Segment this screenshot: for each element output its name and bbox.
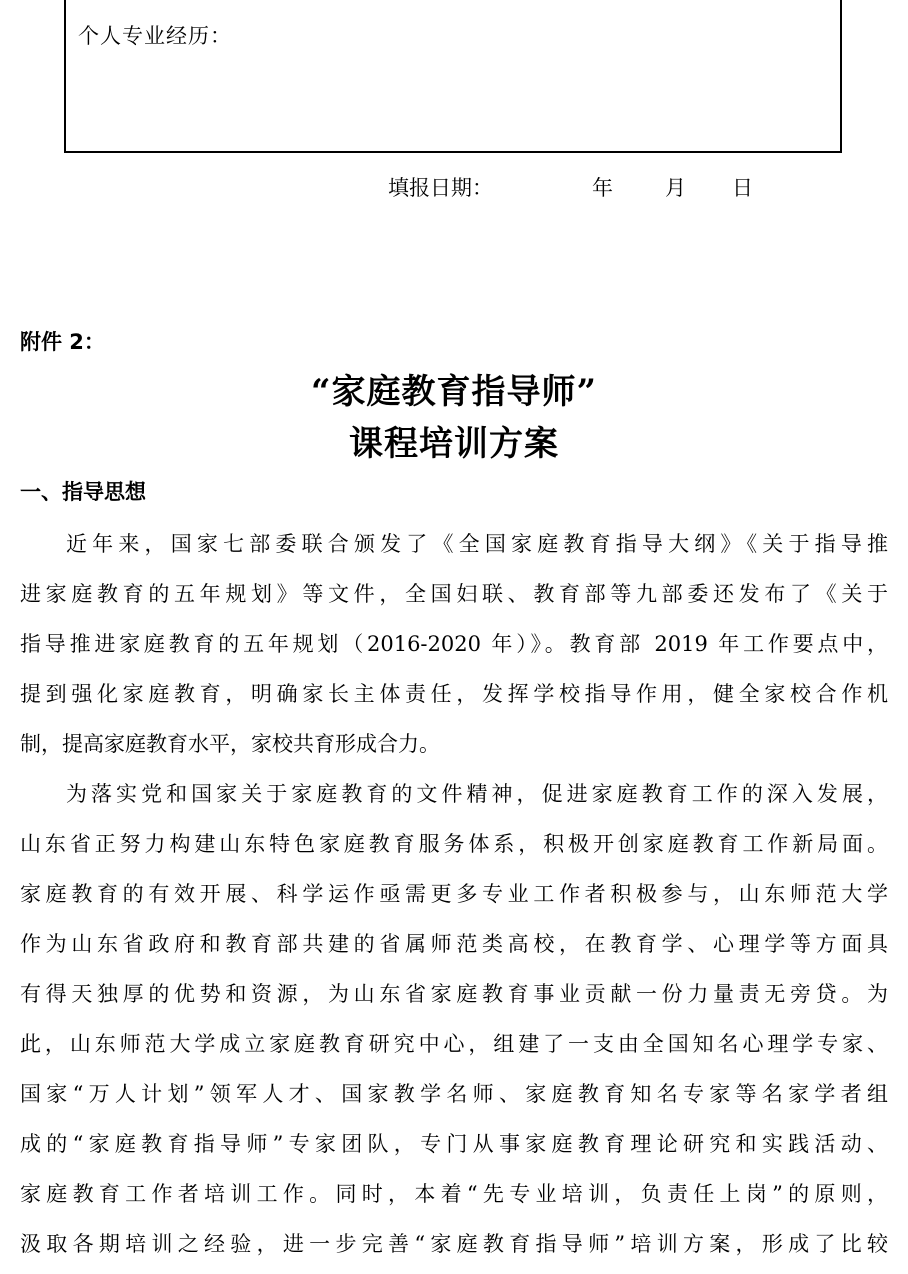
paragraph-line: 近年来，国家七部委联合颁发了《全国家庭教育指导大纲》《关于指导推	[66, 532, 888, 556]
title-line-2: 课程培训方案	[349, 424, 559, 464]
paragraph-line: 成的“家庭教育指导师”专家团队，专门从事家庭教育理论研究和实践活动、	[20, 1132, 888, 1156]
paragraph-line: 作为山东省政府和教育部共建的省属师范类高校，在教育学、心理学等方面具	[20, 932, 888, 956]
year-label: 年	[592, 176, 613, 200]
paragraph-line: 国家“万人计划”领军人才、国家教学名师、家庭教育知名专家等名家学者组	[20, 1082, 888, 1106]
experience-label: 个人专业经历：	[78, 24, 232, 48]
paragraph-line: 汲取各期培训之经验，进一步完善“家庭教育指导师”培训方案，形成了比较	[20, 1232, 888, 1256]
title-line-1: “家庭教育指导师”	[310, 372, 598, 412]
paragraph-line: 提到强化家庭教育，明确家长主体责任，发挥学校指导作用，健全家校合作机	[20, 682, 888, 706]
paragraph-line: 家庭教育工作者培训工作。同时，本着“先专业培训，负责任上岗”的原则，	[20, 1182, 888, 1206]
paragraph-line: 此，山东师范大学成立家庭教育研究中心，组建了一支由全国知名心理学专家、	[20, 1032, 888, 1056]
paragraph-line: 家庭教育的有效开展、科学运作亟需更多专业工作者积极参与，山东师范大学	[20, 882, 888, 906]
paragraph-line: 山东省正努力构建山东特色家庭教育服务体系，积极开创家庭教育工作新局面。	[20, 832, 888, 856]
date-label: 填报日期：	[388, 176, 493, 200]
paragraph-line: 为落实党和国家关于家庭教育的文件精神，促进家庭教育工作的深入发展，	[66, 782, 888, 806]
paragraph-line: 进家庭教育的五年规划》等文件，全国妇联、教育部等九部委还发布了《关于	[20, 582, 888, 606]
paragraph-line: 制，提高家庭教育水平，家校共育形成合力。	[20, 732, 440, 756]
section-heading: 一、指导思想	[20, 480, 146, 504]
paragraph-line: 指导推进家庭教育的五年规划（2016-2020 年）》。教育部 2019 年工作要点中，	[20, 632, 888, 656]
personal-experience-box	[64, 0, 842, 153]
attachment-label: 附件 2：	[20, 330, 105, 354]
month-label: 月	[665, 176, 686, 200]
day-label: 日	[732, 176, 753, 200]
paragraph-line: 有得天独厚的优势和资源，为山东省家庭教育事业贡献一份力量责无旁贷。为	[20, 982, 888, 1006]
